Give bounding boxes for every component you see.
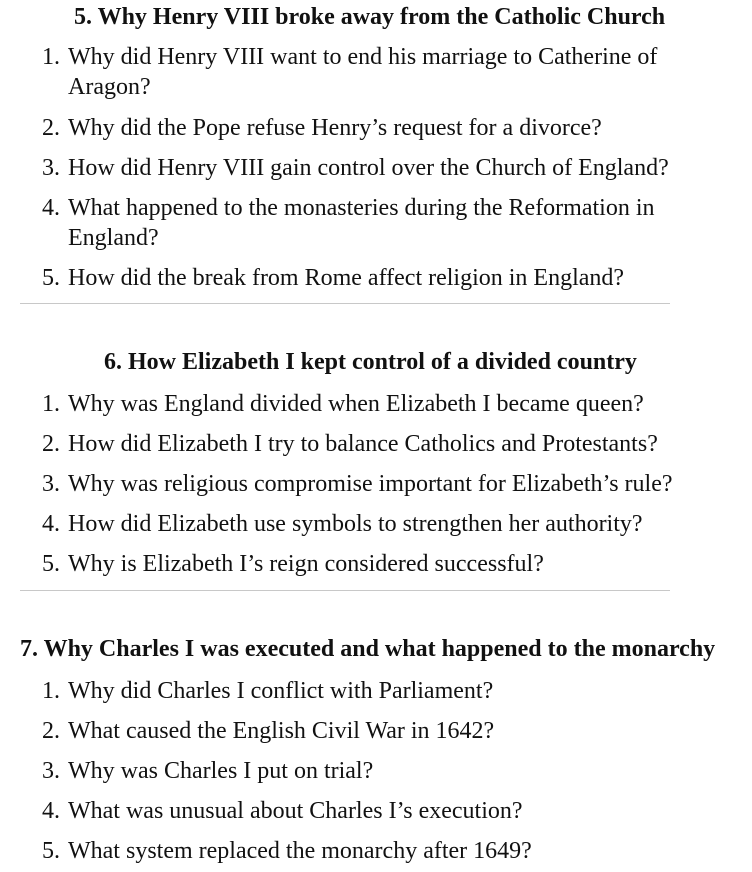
question-number: 4.: [42, 195, 60, 221]
section-divider: [20, 303, 670, 304]
question-number: 1.: [42, 391, 60, 417]
question-number: 3.: [42, 155, 60, 181]
question-text: What system replaced the monarchy after 1649?: [68, 838, 532, 864]
question-text: Why is Elizabeth I’s reign considered successful?: [68, 551, 544, 577]
question-text: Why was Charles I put on trial?: [68, 758, 374, 784]
question-text: How did Elizabeth I try to balance Catholics and Protestants?: [68, 431, 658, 457]
question-number: 4.: [42, 798, 60, 824]
question-number: 1.: [42, 678, 60, 704]
question-text: Why did the Pope refuse Henry’s request for a divorce?: [68, 115, 602, 141]
question-text: How did Elizabeth use symbols to strengthen her authority?: [68, 511, 643, 537]
question-text: What caused the English Civil War in 1642?: [68, 718, 495, 744]
question-number: 3.: [42, 758, 60, 784]
list-item: [0, 42, 752, 102]
question-text: Why was religious compromise important for Elizabeth’s rule?: [68, 471, 673, 497]
question-text: Why was England divided when Elizabeth I became queen?: [68, 391, 644, 417]
question-number: 1.: [42, 44, 60, 70]
question-number: 2.: [42, 718, 60, 744]
section-title: 7. Why Charles I was executed and what happened to the monarchy: [20, 636, 716, 662]
question-text: What was unusual about Charles I’s execution?: [68, 798, 523, 824]
section-title: 5. Why Henry VIII broke away from the Catholic Church: [74, 4, 666, 30]
question-text: What happened to the monasteries during the Reformation in England?: [68, 195, 655, 251]
question-number: 5.: [42, 838, 60, 864]
section-title: 6. How Elizabeth I kept control of a divided country: [104, 349, 637, 375]
question-text: How did the break from Rome affect religion in England?: [68, 265, 625, 291]
question-number: 5.: [42, 265, 60, 291]
list-item: [0, 193, 752, 253]
question-number: 5.: [42, 551, 60, 577]
question-number: 3.: [42, 471, 60, 497]
question-number: 2.: [42, 431, 60, 457]
section-divider: [20, 590, 670, 591]
question-text: Why did Henry VIII want to end his marriage to Catherine of Aragon?: [68, 44, 658, 100]
question-text: How did Henry VIII gain control over the Church of England?: [68, 155, 669, 181]
question-text: Why did Charles I conflict with Parliament?: [68, 678, 494, 704]
question-number: 2.: [42, 115, 60, 141]
question-number: 4.: [42, 511, 60, 537]
